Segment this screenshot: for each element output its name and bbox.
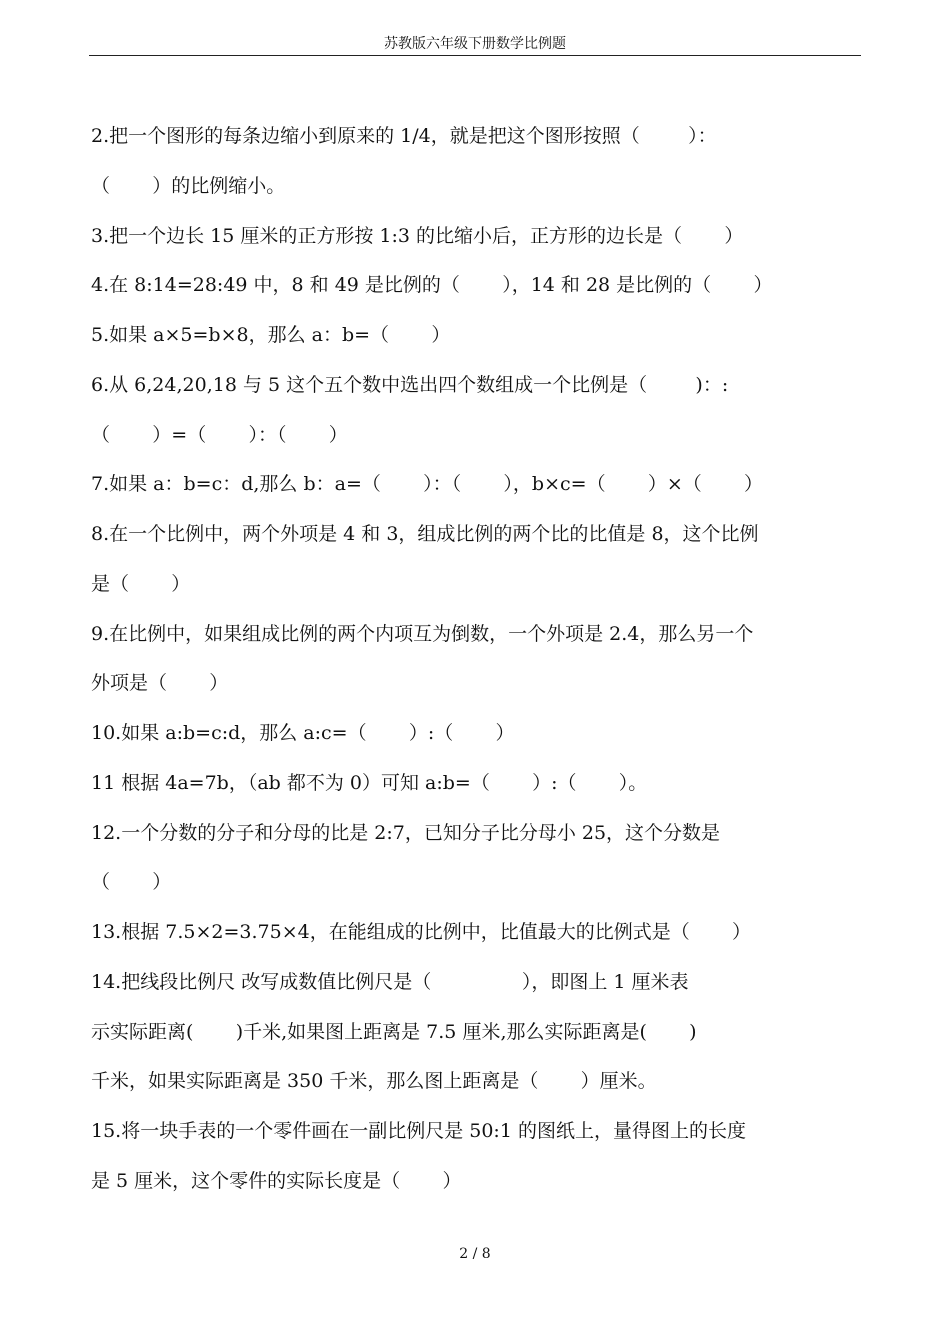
question-line: （ ）的比例缩小。: [91, 174, 286, 197]
question-line: 12.一个分数的分子和分母的比是 2:7，已知分子比分母小 25，这个分数是: [91, 821, 721, 844]
question-line: （ ）=（ ）：（ ）: [91, 423, 348, 446]
question-line: 示实际距离( )千米,如果图上距离是 7.5 厘米,那么实际距离是( ): [91, 1020, 697, 1043]
question-line: 14.把线段比例尺 改写成数值比例尺是（ ），即图上 1 厘米表: [91, 970, 689, 993]
question-line: 7.如果 a：b=c：d,那么 b：a=（ ）：（ ），b×c=（ ）×（ ）: [91, 473, 764, 496]
question-line: 11 根据 4a=7b，（ab 都不为 0）可知 a:b=（ ）:（ ）。: [91, 771, 648, 794]
header-divider: [89, 55, 861, 56]
question-line: 10.如果 a:b=c:d，那么 a:c=（ ）:（ ）: [91, 722, 515, 744]
question-line: 4.在 8:14=28:49 中，8 和 49 是比例的（ ），14 和 28 是比例的（ ）: [91, 274, 773, 297]
question-line: 8.在一个比例中，两个外项是 4 和 3，组成比例的两个比的比值是 8，这个比例: [91, 523, 759, 545]
question-line: 是（ ）: [91, 572, 191, 595]
question-line: 9.在比例中，如果组成比例的两个内项互为倒数，一个外项是 2.4，那么另一个: [91, 622, 754, 645]
page-number: 2 / 8: [459, 1246, 491, 1262]
question-line: 千米，如果实际距离是 350 千米，那么图上距离是（ ）厘米。: [91, 1070, 657, 1093]
question-line: 13.根据 7.5×2=3.75×4，在能组成的比例中，比值最大的比例式是（ ）: [91, 921, 751, 943]
question-line: 3.把一个边长 15 厘米的正方形按 1:3 的比缩小后，正方形的边长是（ ）: [91, 224, 744, 247]
question-line: 是 5 厘米，这个零件的实际长度是（ ）: [91, 1169, 462, 1192]
question-line: 6.从 6,24,20,18 与 5 这个五个数中选出四个数组成一个比例是（ )：:: [91, 373, 729, 396]
question-line: （ ）: [91, 871, 172, 894]
question-line: 15.将一块手表的一个零件画在一副比例尺是 50:1 的图纸上，量得图上的长度: [91, 1120, 746, 1142]
question-list: [91, 112, 861, 1207]
question-line: 5.如果 a×5=b×8，那么 a：b=（ ）: [91, 324, 451, 346]
question-line: 2.把一个图形的每条边缩小到原来的 1/4，就是把这个图形按照（ ）：: [91, 125, 717, 147]
question-line: 外项是（ ）: [91, 672, 229, 695]
page-header: 苏教版六年级下册数学比例题: [384, 36, 566, 52]
